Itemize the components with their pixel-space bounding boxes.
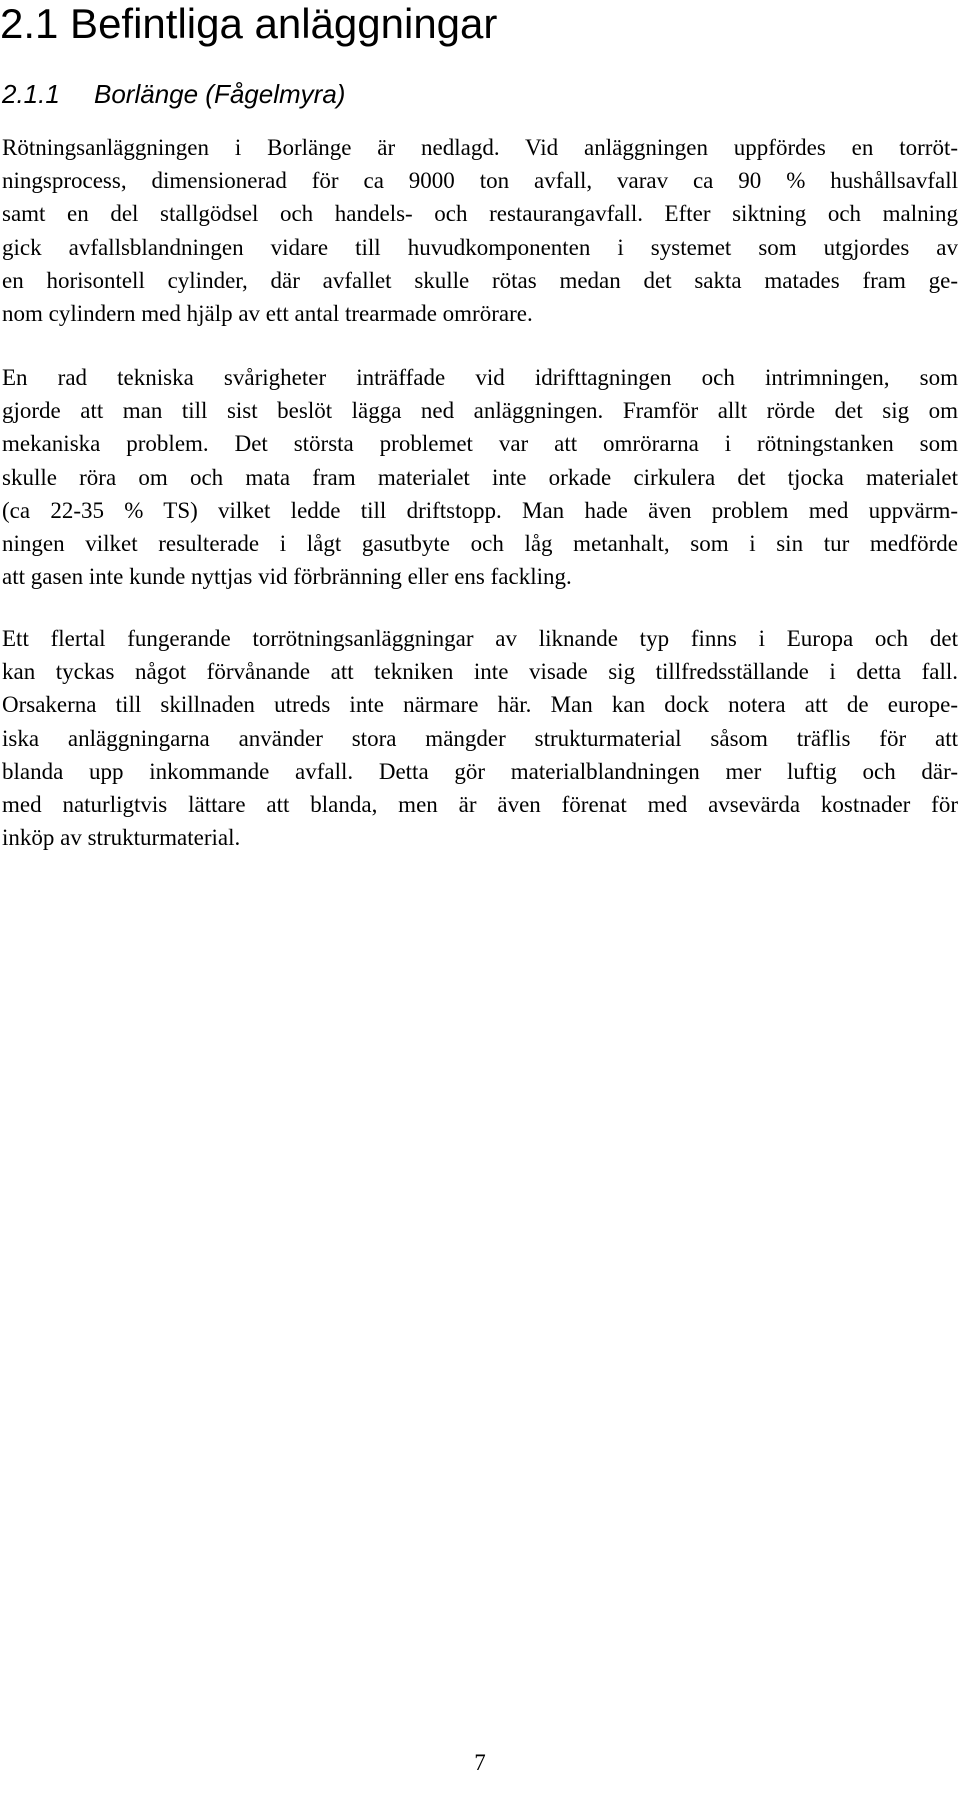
paragraph-line: mekaniska problem. Det största problemet var att omrörarna i rötningstanken som [2,431,958,457]
paragraph-line: iska anläggningarna använder stora mängder strukturmaterial såsom träflis för att [2,725,958,751]
paragraph-line: samt en del stallgödsel och handels- och restaurangavfall. Efter siktning och malning [2,201,958,227]
paragraph-line: skulle röra om och mata fram materialet inte orkade cirkulera det tjocka materialet [2,464,958,490]
subsection-heading [2,78,345,110]
paragraph-line: ningsprocess, dimensionerad för ca 9000 ton avfall, varav ca 90 % hushållsavfall [2,168,958,194]
paragraph-line: gjorde att man till sist beslöt lägga ned anläggningen. Framför allt rörde det sig om [2,398,958,424]
paragraph-line: att gasen inte kunde nyttjas vid förbränning eller ens fackling. [2,564,572,590]
paragraph-1 [2,131,958,330]
paragraph-line: inköp av strukturmaterial. [2,825,241,851]
paragraph-line: med naturligtvis lättare att blanda, men är även förenat med avsevärda kostnader för [2,792,958,818]
paragraph-3 [2,622,958,854]
paragraph-line: blanda upp inkommande avfall. Detta gör materialblandningen mer luftig och där- [2,758,958,784]
subsection-number: 2.1.1 [2,79,60,109]
page-number: 7 [474,1750,486,1775]
subsection-title: Borlänge (Fågelmyra) [94,79,346,109]
paragraph-line: Ett flertal fungerande torrötningsanläggningar av liknande typ finns i Europa och det [2,626,958,651]
paragraph-line: ningen vilket resulterade i lågt gasutbyte och låg metanhalt, som i sin tur medförde [2,531,958,557]
paragraph-line: Rötningsanläggningen i Borlänge är nedlagd. Vid anläggningen uppfördes en torröt- [2,135,958,160]
paragraph-line: nom cylindern med hjälp av ett antal trearmade omrörare. [2,301,533,327]
paragraph-line: (ca 22-35 % TS) vilket ledde till driftstopp. Man hade även problem med uppvärm- [2,497,958,523]
paragraph-2 [2,361,958,593]
section-heading: 2.1 Befintliga anläggningar [0,0,498,47]
paragraph-line: kan tyckas något förvånande att tekniken inte visade sig tillfredsställande i detta fall. [2,659,958,685]
paragraph-line: en horisontell cylinder, där avfallet skulle rötas medan det sakta matades fram ge- [2,267,958,293]
paragraph-line: Orsakerna till skillnaden utreds inte närmare här. Man kan dock notera att de europe- [2,692,958,718]
paragraph-line: gick avfallsblandningen vidare till huvudkomponenten i systemet som utgjordes av [2,234,958,260]
paragraph-line: En rad tekniska svårigheter inträffade vid idrifttagningen och intrimningen, som [2,365,958,390]
